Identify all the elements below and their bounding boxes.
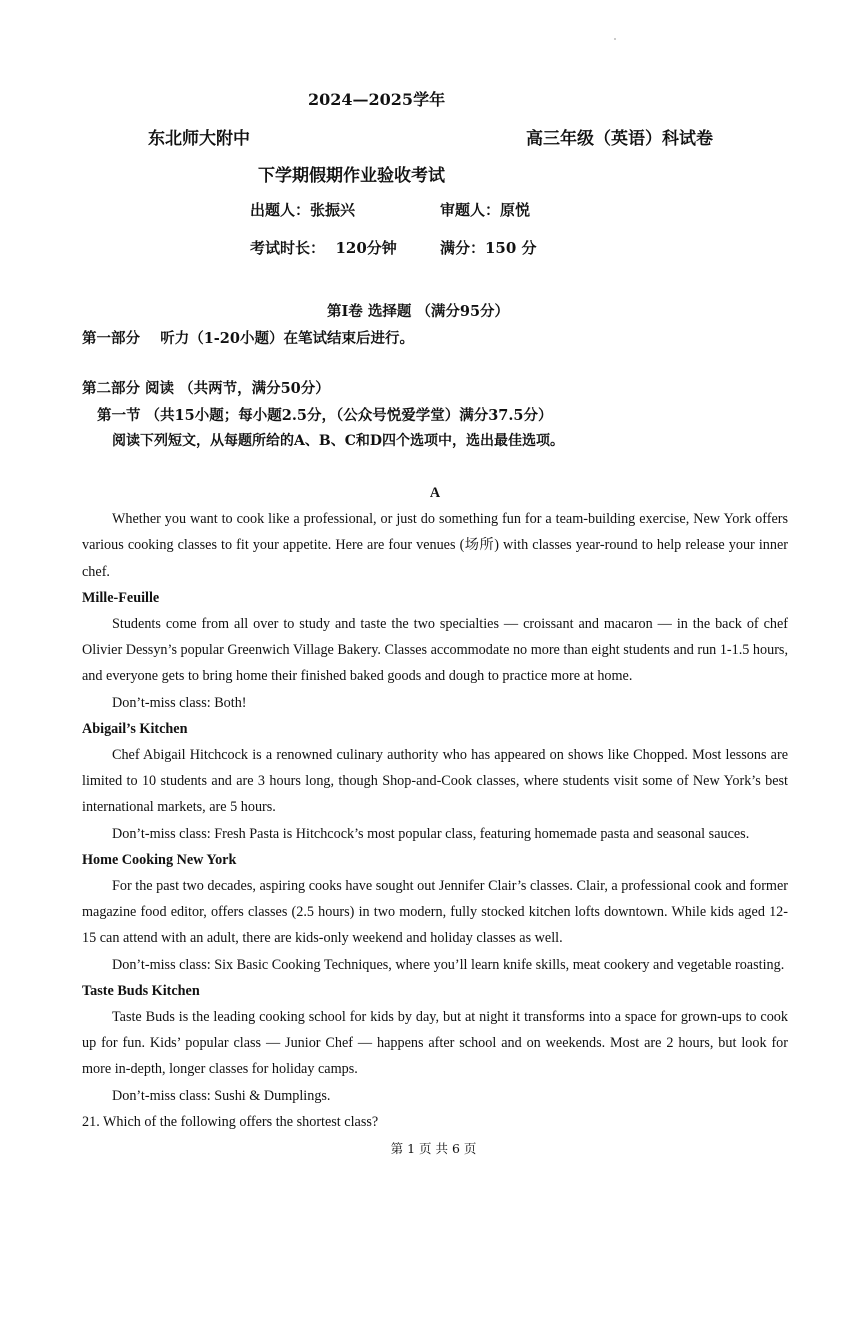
venue-description: Taste Buds is the leading cooking school for kids by day, but at night it transforms into a space for grown-ups to cook up for fun. Kids’ popular class — Junior Chef — happens after school and on weekends. Most are 2 hours, but look for more in-depth, longer classes for holiday camps. — [82, 1009, 788, 1078]
venue-heading: Taste Buds Kitchen — [82, 982, 200, 999]
venue-dont-miss: Don’t-miss class: Six Basic Cooking Techniques, where you’ll learn knife skills, meat cookery and vegetable roasting. — [112, 956, 785, 973]
exam-duration: 考试时长： 120分钟 — [250, 239, 397, 257]
instructions: 阅读下列短文，从每题所给的A、B、C和D四个选项中，选出最佳选项。 — [112, 433, 564, 449]
venue-heading: Mille-Feuille — [82, 589, 160, 606]
venue-dont-miss: Don’t-miss class: Sushi & Dumplings. — [112, 1087, 331, 1104]
venue-heading: Abigail’s Kitchen — [82, 720, 188, 737]
school-name: 东北师大附中 — [148, 129, 250, 149]
volume-title: 第I卷 选择题 （满分95分） — [327, 303, 510, 320]
section-one: 第一节 （共15小题；每小题2.5分，（公众号悦爱学堂）满分37.5分） — [97, 407, 553, 424]
scan-speck — [614, 38, 616, 40]
venue-dont-miss: Don’t-miss class: Both! — [112, 694, 247, 711]
passage-label: A — [429, 485, 441, 501]
venue-description: For the past two decades, aspiring cooks have sought out Jennifer Clair’s classes. Clair, a professional cook and former magazine food editor, offers classes (2.5 hours) in two modern, fully stocked kitchen lofts downtown. While kids aged 12-15 can attend with an adult, there are kids-only weekend and holiday classes as well. — [82, 878, 788, 947]
full-score: 满分：150 分 — [440, 239, 537, 257]
reviewer: 审题人：原悦 — [440, 201, 531, 219]
venue-description: Chef Abigail Hitchcock is a renowned culinary authority who has appeared on shows like Chopped. Most lessons are limited to 10 students and are 3 hours long, though Shop-and-Cook classes, where students visit some of New York’s best international markets, are 5 hours. — [82, 747, 788, 816]
venue-description: Students come from all over to study and taste the two specialties — croissant and macaron — in the back of chef Olivier Dessyn’s popular Greenwich Village Bakery. Classes accommodate no more than eight students and run 1-1.5 hours, and everyone gets to bring home their finished baked goods and dough to practice more at home. — [82, 616, 788, 685]
part-one: 第一部分 听力（1-20小题）在笔试结束后进行。 — [82, 330, 414, 347]
passage-a — [82, 480, 788, 1135]
exam-subject: 高三年级（英语）科试卷 — [526, 129, 713, 149]
exam-name: 下学期假期作业验收考试 — [258, 166, 445, 186]
venue-dont-miss: Don’t-miss class: Fresh Pasta is Hitchcock’s most popular class, featuring homemade pasta and seasonal sauces. — [112, 825, 750, 842]
setter: 出题人：张振兴 — [250, 201, 356, 219]
question-21: 21. Which of the following offers the shortest class? — [82, 1113, 379, 1130]
part-two: 第二部分 阅读 （共两节，满分50分） — [82, 380, 330, 397]
venue-heading: Home Cooking New York — [82, 851, 237, 868]
school-year: 2024—2025学年 — [308, 90, 446, 109]
page-footer: 第 1 页 共 6 页 — [390, 1141, 477, 1156]
passage-intro: Whether you want to cook like a professional, or just do something fun for a team-building exercise, New York offers various cooking classes to fit your appetite. Here are four venues (场所) with classes year-round to help release your inner chef. — [82, 511, 788, 580]
